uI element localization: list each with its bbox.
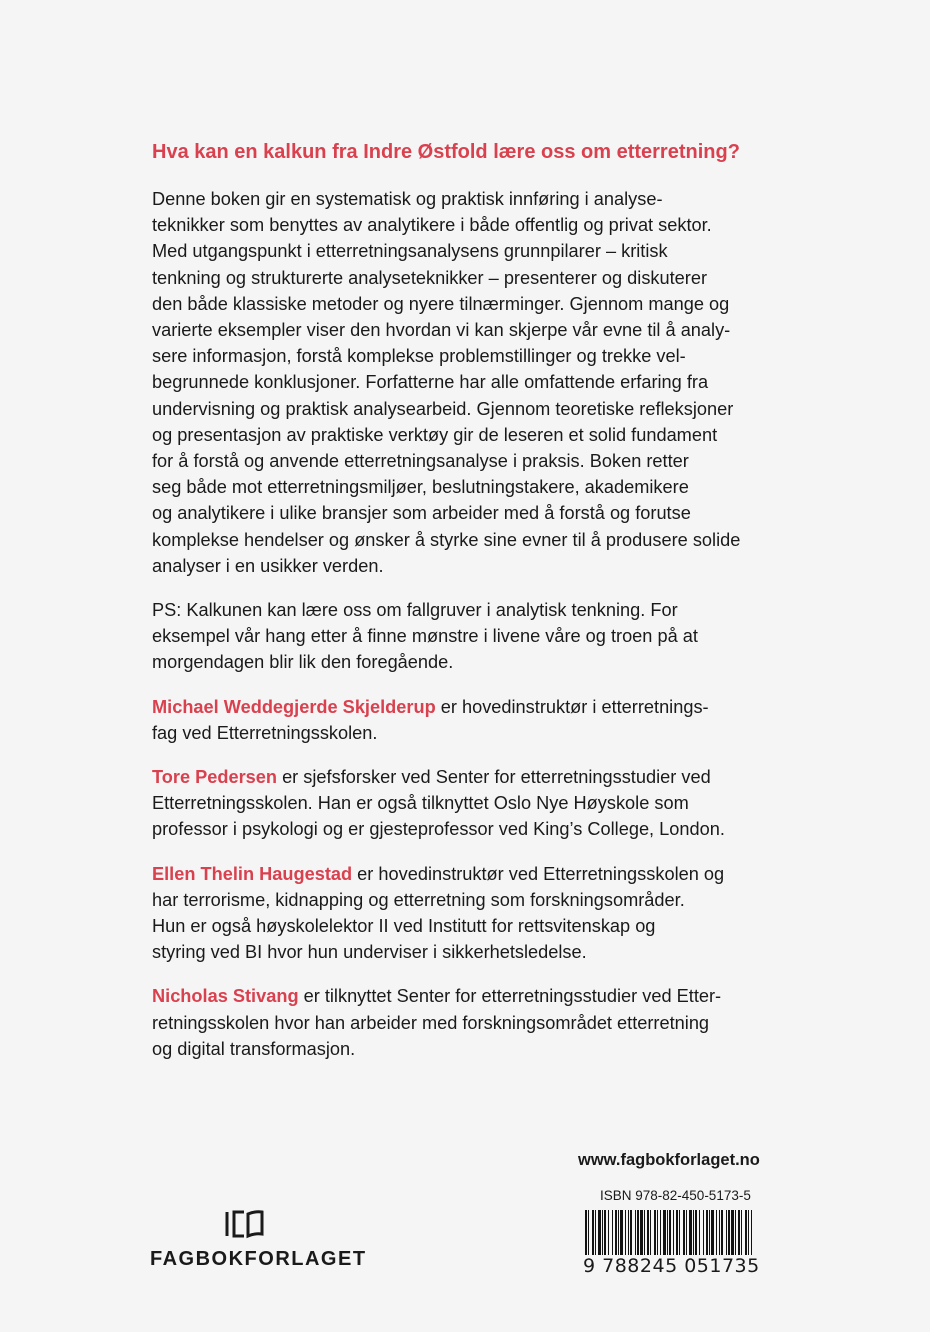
author-bio-line: retningsskolen hvor han arbeider med forskningsområdet etterretning: [152, 1012, 710, 1033]
author-bio-line: Etterretningsskolen. Han er også tilknyttet Oslo Nye Høyskole som: [152, 793, 689, 814]
author-bio: [152, 861, 772, 966]
description-line: for å forstå og anvende etterretningsanalyse i praksis. Boken retter: [152, 451, 689, 472]
isbn: ISBN 978-82-450-5173-5: [600, 1188, 751, 1203]
publisher-name: FAGBOKFORLAGET: [150, 1248, 367, 1270]
description-line: begrunnede konklusjoner. Forfatterne har alle omfattende erfaring fra: [152, 372, 709, 393]
author-bio-line: og digital transformasjon.: [152, 1038, 356, 1059]
author-bio-text: er tilknyttet Senter for etterretningsstudier ved Etter-: [298, 986, 722, 1007]
author-bio-line: professor i psykologi og er gjesteprofessor ved King’s College, London.: [152, 819, 725, 840]
description-line: sere informasjon, forstå komplekse problemstillinger og trekke vel-: [152, 346, 686, 367]
barcode-digits: 9 788245 051735: [583, 1255, 760, 1277]
ps-line: PS: Kalkunen kan lære oss om fallgruver i analytisk tenkning. For: [152, 600, 678, 621]
author-name: Nicholas Stivang: [152, 986, 299, 1007]
author-bio: [152, 694, 772, 746]
ps-line: morgendagen blir lik den foregående.: [152, 652, 454, 673]
description-line: den både klassiske metoder og nyere tilnærminger. Gjennom mange og: [152, 293, 730, 314]
author-name: Tore Pedersen: [152, 767, 278, 788]
description-line: og analytikere i ulike bransjer som arbeider med å forstå og forutse: [152, 503, 691, 524]
author-bio-line: styring ved BI hvor hun underviser i sikkerhetsledelse.: [152, 942, 587, 963]
description-line: varierte eksempler viser den hvordan vi kan skjerpe vår evne til å analy-: [152, 320, 731, 341]
author-bio-text: er hovedinstruktør i etterretnings-: [435, 696, 709, 717]
back-cover-text: [152, 138, 772, 1080]
author-bio-line: [152, 694, 772, 720]
publisher-website[interactable]: www.fagbokforlaget.no: [578, 1151, 760, 1169]
author-bio-line: [152, 764, 772, 790]
description: [152, 186, 772, 579]
author-bio-line: Hun er også høyskolelektor II ved Institutt for rettsvitenskap og: [152, 916, 656, 937]
author-bio: [152, 983, 772, 1062]
author-bio: [152, 764, 772, 843]
author-name: Ellen Thelin Haugestad: [152, 863, 353, 884]
description-line: teknikker som benyttes av analytikere i både offentlig og privat sektor.: [152, 215, 712, 236]
author-bio-line: fag ved Etterretningsskolen.: [152, 722, 378, 743]
fagbokforlaget-logo-icon: [224, 1209, 268, 1239]
description-line: analyser i en usikker verden.: [152, 555, 384, 576]
description-line: tenkning og strukturerte analyseteknikker – presenterer og diskuterer: [152, 267, 708, 288]
author-bio-line: [152, 983, 772, 1009]
author-name: Michael Weddegjerde Skjelderup: [152, 696, 436, 717]
author-bio-text: er hovedinstruktør ved Etterretningsskolen og: [352, 863, 725, 884]
description-line: komplekse hendelser og ønsker å styrke sine evner til å produsere solide: [152, 529, 741, 550]
description-line: Denne boken gir en systematisk og praktisk innføring i analyse-: [152, 189, 663, 209]
author-bio-line: har terrorisme, kidnapping og etterretning som forskningsområder.: [152, 889, 685, 910]
ps-note: [152, 597, 772, 676]
description-line: seg både mot etterretningsmiljøer, beslutningstakere, akademikere: [152, 477, 689, 498]
description-line: Med utgangspunkt i etterretningsanalysens grunnpilarer – kritisk: [152, 241, 668, 262]
author-bio-text: er sjefsforsker ved Senter for etterretningsstudier ved: [277, 767, 711, 788]
author-bio-line: [152, 861, 772, 887]
description-line: undervisning og praktisk analysearbeid. Gjennom teoretiske refleksjoner: [152, 398, 734, 419]
description-line: og presentasjon av praktiske verktøy gir de leseren et solid fundament: [152, 424, 718, 445]
ps-line: eksempel vår hang etter å finne mønstre i livene våre og troen på at: [152, 626, 698, 647]
headline: Hva kan en kalkun fra Indre Østfold lære oss om etterretning?: [152, 141, 740, 163]
